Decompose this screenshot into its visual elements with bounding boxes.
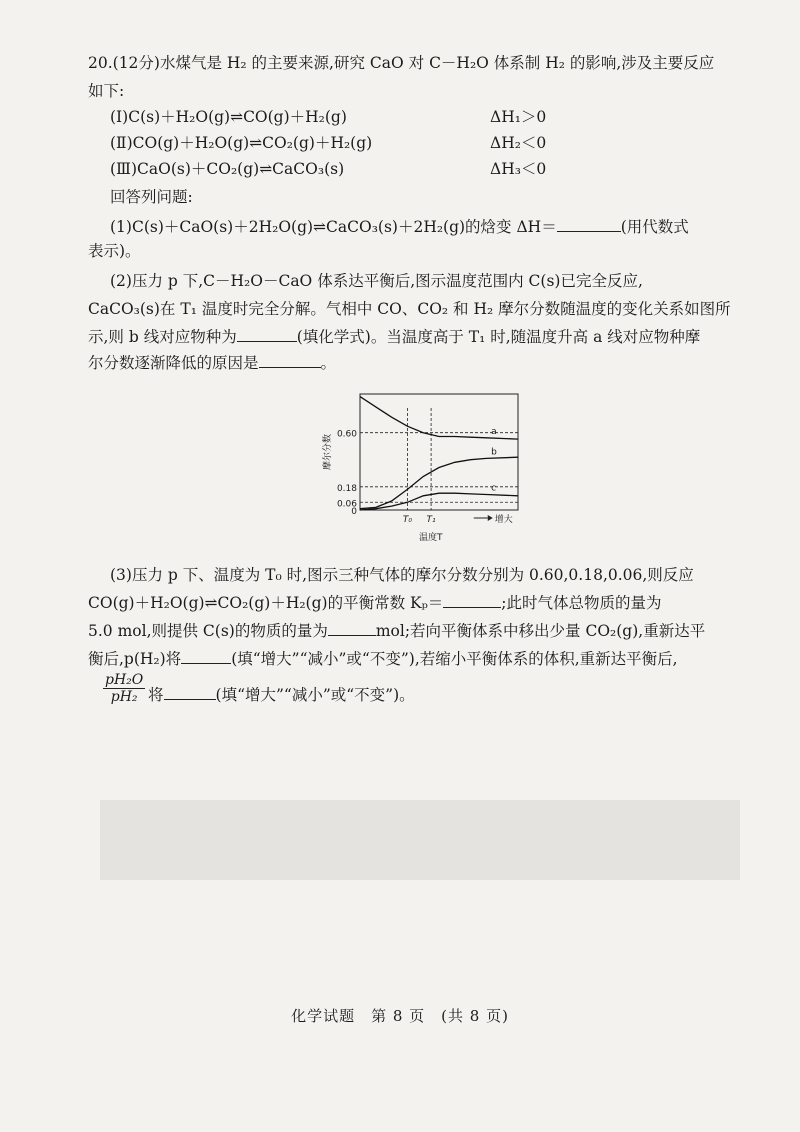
reaction-1: (Ⅰ)C(s)＋H₂O(g)⇌CO(g)＋H₂(g) xyxy=(110,108,347,126)
q3-ph2-end: (填“增大”“减小”或“不变”),若缩小平衡体系的体积,重新达平衡后, xyxy=(231,650,678,668)
y-tick-label: 0 xyxy=(351,507,357,517)
bleed-through-mark xyxy=(100,800,740,880)
sub-question-2-line3 xyxy=(88,326,700,348)
q3-ratio-blank[interactable] xyxy=(164,684,216,700)
sub-question-2: (2)压力 p 下,C－H₂O－CaO 体系达平衡后,图示温度范围内 C(s)已完全反应, xyxy=(110,272,643,290)
y-tick-label: 0.06 xyxy=(336,499,357,510)
series-line-c xyxy=(360,493,518,510)
q2-text-cont: (填化学式)。当温度高于 T₁ 时,随温度升高 a 线对应物种摩 xyxy=(296,328,701,346)
x-tick-label: T₁ xyxy=(426,515,436,525)
sub-question-3-line4 xyxy=(88,648,678,670)
fraction-numerator: pH₂O xyxy=(105,672,144,688)
series-label-c: c xyxy=(491,483,497,494)
q1-text-end: (用代数式 xyxy=(620,218,689,236)
q3-kp-blank[interactable] xyxy=(443,592,501,608)
x-axis-label: 温度T xyxy=(419,533,443,543)
pressure-ratio-fraction xyxy=(103,672,145,705)
series-label-b: b xyxy=(491,447,497,458)
q3-carbon-end: mol;若向平衡体系中移出少量 CO₂(g),重新达平 xyxy=(375,622,706,640)
q1-answer-blank[interactable] xyxy=(557,216,621,232)
x-arrow-label: 增大 xyxy=(494,515,513,525)
reaction-1-enthalpy: ΔH₁＞0 xyxy=(490,108,547,126)
series-label-a: a xyxy=(491,426,497,437)
q2-species-blank[interactable] xyxy=(237,326,297,342)
sub-question-1-cont: 表示)。 xyxy=(88,242,141,260)
question-header: 20.(12分)水煤气是 H₂ 的主要来源,研究 CaO 对 C－H₂O 体系制 H₂ 的影响,涉及主要反应 xyxy=(88,54,715,72)
sub-question-3-line3 xyxy=(88,620,705,642)
sub-question-2-line2: CaCO₃(s)在 T₁ 温度时完全分解。气相中 CO、CO₂ 和 H₂ 摩尔分数随温度的变化关系如图所 xyxy=(88,300,731,318)
q3-kp-text: CO(g)＋H₂O(g)⇌CO₂(g)＋H₂(g)的平衡常数 Kₚ＝ xyxy=(88,594,444,612)
question-header-cont: 如下: xyxy=(88,82,125,100)
q2-reason-blank[interactable] xyxy=(259,352,321,368)
reaction-3-enthalpy: ΔH₃＜0 xyxy=(490,160,547,178)
sub-question-3-line2 xyxy=(88,592,662,614)
page-footer: 化学试题 第 8 页 (共 8 页) xyxy=(291,1007,509,1025)
q3-ph2-blank[interactable] xyxy=(181,648,231,664)
sub-question-1 xyxy=(110,216,689,238)
q1-text: (1)C(s)＋CaO(s)＋2H₂O(g)⇌CaCO₃(s)＋2H₂(g)的焓变 ΔH＝ xyxy=(110,218,557,236)
y-axis-label: 摩尔分数 xyxy=(323,433,333,471)
y-tick-label: 0.60 xyxy=(336,429,357,440)
x-tick-label: T₀ xyxy=(402,515,412,525)
sub-question-2-line4 xyxy=(88,352,336,374)
q3-carbon-blank[interactable] xyxy=(328,620,376,636)
y-tick-label: 0.18 xyxy=(336,483,357,494)
q3-ratio-text: 将 xyxy=(148,686,164,704)
q2-reason-text: 尔分数逐渐降低的原因是 xyxy=(88,354,259,372)
q3-kp-end: ;此时气体总物质的量为 xyxy=(501,594,662,612)
reaction-3: (Ⅲ)CaO(s)＋CO₂(g)⇌CaCO₃(s) xyxy=(110,160,345,178)
q2-reason-end: 。 xyxy=(320,354,337,372)
sub-question-3: (3)压力 p 下、温度为 T₀ 时,图示三种气体的摩尔分数分别为 0.60,0.18,0.06,则反应 xyxy=(110,566,694,584)
answer-intro: 回答列问题: xyxy=(110,188,193,206)
fraction-denominator: pH₂ xyxy=(110,689,138,705)
sub-question-3-line5 xyxy=(148,684,415,706)
q3-ph2-text: 衡后,p(H₂)将 xyxy=(88,650,182,668)
mole-fraction-chart xyxy=(318,388,528,548)
q2-text: 示,则 b 线对应物种为 xyxy=(88,328,237,346)
x-arrow-head xyxy=(488,515,493,521)
q3-ratio-end: (填“增大”“减小”或“不变”)。 xyxy=(215,686,415,704)
reaction-2: (Ⅱ)CO(g)＋H₂O(g)⇌CO₂(g)＋H₂(g) xyxy=(110,134,373,152)
q3-carbon-text: 5.0 mol,则提供 C(s)的物质的量为 xyxy=(88,622,328,640)
reaction-2-enthalpy: ΔH₂＜0 xyxy=(490,134,547,152)
